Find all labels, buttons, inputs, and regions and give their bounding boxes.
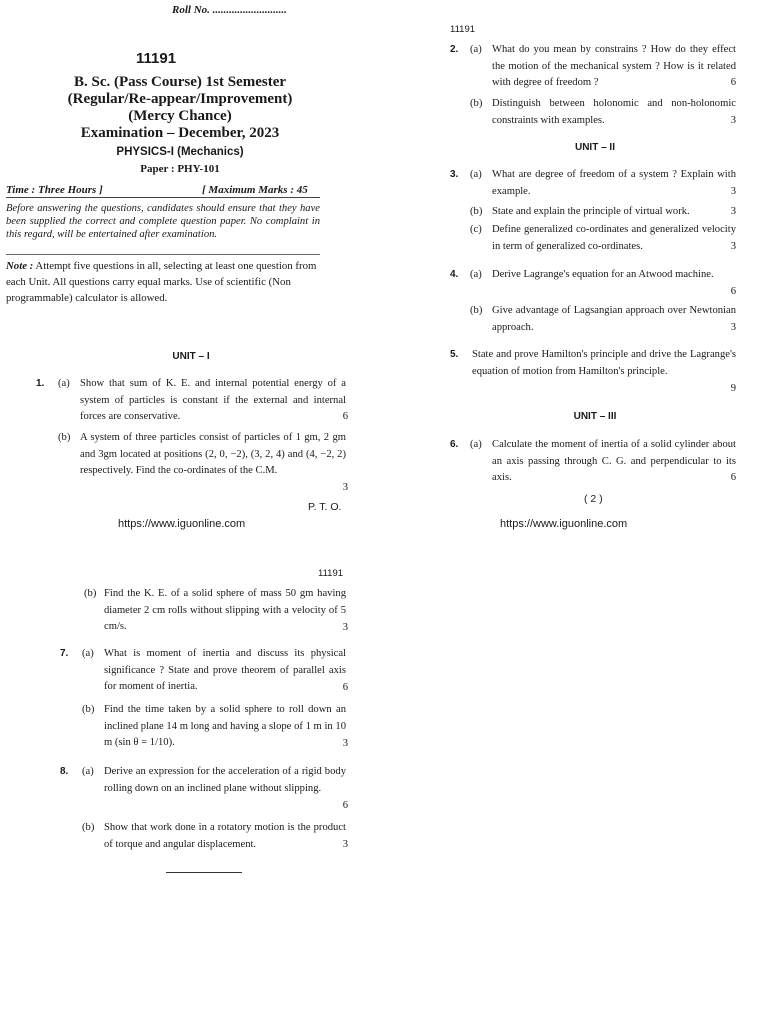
part-text: Give advantage of Lagsangian approach over Newtonian approach. xyxy=(492,305,736,333)
question-number: 4. xyxy=(450,269,459,280)
question-3a xyxy=(470,167,740,201)
page-number: ( 2 ) xyxy=(584,493,603,505)
question-1b xyxy=(58,430,350,496)
question-number: 6. xyxy=(450,439,459,450)
question-number: 5. xyxy=(450,349,459,360)
watermark-url-right: https://www.iguonline.com xyxy=(500,518,628,530)
maximum-marks: [ Maximum Marks : 45 xyxy=(202,184,308,196)
question-8a xyxy=(82,764,350,814)
part-marks: 6 xyxy=(342,800,348,811)
instructions: Before answering the questions, candidates should ensure that they have been supplied the correct and complete question paper. No complaint in this regard, will be entertained after examination. xyxy=(6,203,320,240)
part-label: (b) xyxy=(470,98,483,109)
part-marks: 3 xyxy=(342,622,348,633)
part-label: (a) xyxy=(470,269,482,280)
part-label: (b) xyxy=(58,432,71,443)
time-marks-row xyxy=(6,184,320,198)
part-marks: 6 xyxy=(730,77,736,88)
part-label: (b) xyxy=(470,206,483,217)
question-text: State and prove Hamilton's principle and drive the Lagrange's equation of motion from Hamilton's principle. xyxy=(472,349,736,377)
question-number: 7. xyxy=(60,648,69,659)
question-number: 3. xyxy=(450,169,459,180)
question-number: 1. xyxy=(36,378,45,389)
unit-heading-1: UNIT – I xyxy=(172,351,210,362)
part-marks: 6 xyxy=(342,411,348,422)
part-marks: 3 xyxy=(730,186,736,197)
exam-chance: (Mercy Chance) xyxy=(128,108,232,124)
part-marks: 3 xyxy=(342,482,348,493)
question-number: 2. xyxy=(450,44,459,55)
question-7b xyxy=(82,702,350,752)
part-text: Show that work done in a rotatory motion is the product of torque and angular displacement. xyxy=(104,822,346,850)
question-3c xyxy=(470,222,740,256)
part-marks: 6 xyxy=(342,682,348,693)
part-marks: 3 xyxy=(342,738,348,749)
part-text: Calculate the moment of inertia of a solid cylinder about an axis passing through C. G. and perpendicular to its axis. xyxy=(492,439,736,483)
divider xyxy=(6,254,320,255)
paper-code: 11191 xyxy=(136,50,177,67)
part-marks: 6 xyxy=(730,472,736,483)
part-label: (b) xyxy=(82,822,95,833)
part-text: What do you mean by constrains ? How do they effect the motion of the mechanical system ? How is it related with degree of freedom ? xyxy=(492,44,736,88)
part-marks: 3 xyxy=(730,115,736,126)
note xyxy=(6,258,320,306)
question-4a xyxy=(470,267,740,301)
part-label: (a) xyxy=(82,648,94,659)
note-label: Note : xyxy=(6,260,34,272)
question-number: 8. xyxy=(60,766,69,777)
part-text: Show that sum of K. E. and internal potential energy of a system of particles is constant if the external and internal forces are conservative. xyxy=(80,378,346,422)
exam-session: Examination – December, 2023 xyxy=(80,125,280,141)
part-text: Define generalized co-ordinates and generalized velocity in term of generalized co-ordinates. xyxy=(492,224,736,252)
question-2b xyxy=(470,96,740,130)
part-label: (a) xyxy=(470,169,482,180)
part-label: (a) xyxy=(58,378,70,389)
question-6b xyxy=(84,586,350,636)
page-code: 11191 xyxy=(318,568,344,579)
end-rule xyxy=(166,872,242,873)
part-label: (a) xyxy=(82,766,94,777)
part-label: (b) xyxy=(84,588,97,599)
question-5 xyxy=(450,347,740,401)
roll-number: Roll No. ........................... xyxy=(172,4,287,16)
title-block xyxy=(30,74,330,177)
question-2a xyxy=(470,42,740,92)
question-3b xyxy=(470,204,740,222)
part-text: Distinguish between holonomic and non-holonomic constraints with examples. xyxy=(492,98,736,126)
page-code: 11191 xyxy=(450,24,476,35)
part-text: A system of three particles consist of particles of 1 gm, 2 gm and 3gm located at positions (2, 0, −2), (3, 2, 4) and (4, −2, 2) respectively. Find the co-ordinates of the C.M. xyxy=(80,432,346,476)
watermark-url-left: https://www.iguonline.com xyxy=(118,518,246,530)
part-label: (c) xyxy=(470,224,482,235)
course-title: B. Sc. (Pass Course) 1st Semester xyxy=(73,74,287,90)
part-label: (a) xyxy=(470,44,482,55)
part-text: State and explain the principle of virtual work. xyxy=(492,206,690,217)
part-marks: 3 xyxy=(730,322,736,333)
exam-mode: (Regular/Re-appear/Improvement) xyxy=(67,91,293,107)
time-allowed: Time : Three Hours ] xyxy=(6,184,103,196)
page-turn-label: P. T. O. xyxy=(308,501,342,513)
part-marks: 6 xyxy=(730,286,736,297)
part-text: Derive an expression for the acceleration of a rigid body rolling down on an inclined plane without slipping. xyxy=(104,766,346,794)
part-text: What is moment of inertia and discuss its physical significance ? State and prove theorem of parallel axis for moment of inertia. xyxy=(104,648,346,692)
question-4b xyxy=(470,303,740,337)
part-text: Find the K. E. of a solid sphere of mass 50 gm having diameter 2 cm rolls without slipping with a velocity of 5 cm/s. xyxy=(104,588,346,632)
part-marks: 3 xyxy=(342,839,348,850)
part-label: (b) xyxy=(470,305,483,316)
question-marks: 9 xyxy=(730,383,736,394)
unit-heading-3: UNIT – III xyxy=(573,411,617,422)
unit-heading-2: UNIT – II xyxy=(574,142,615,153)
paper-id: Paper : PHY-101 xyxy=(140,163,220,175)
subject-title: PHYSICS-I (Mechanics) xyxy=(116,146,244,158)
part-text: Find the time taken by a solid sphere to roll down an inclined plane 14 m long and having a slope of 1 m in 10 m (sin θ = 1/10). xyxy=(104,704,346,748)
part-marks: 3 xyxy=(730,241,736,252)
note-text: Attempt five questions in all, selecting at least one question from each Unit. All questions carry equal marks. Use of scientific (Non programmable) calculator is allowed. xyxy=(6,260,317,304)
question-7a xyxy=(82,646,350,696)
part-label: (b) xyxy=(82,704,95,715)
part-text: Derive Lagrange's equation for an Atwood machine. xyxy=(492,269,714,280)
part-text: What are degree of freedom of a system ? Explain with example. xyxy=(492,169,736,197)
question-6a xyxy=(470,437,740,487)
part-label: (a) xyxy=(470,439,482,450)
part-marks: 3 xyxy=(730,206,736,217)
question-8b xyxy=(82,820,350,854)
